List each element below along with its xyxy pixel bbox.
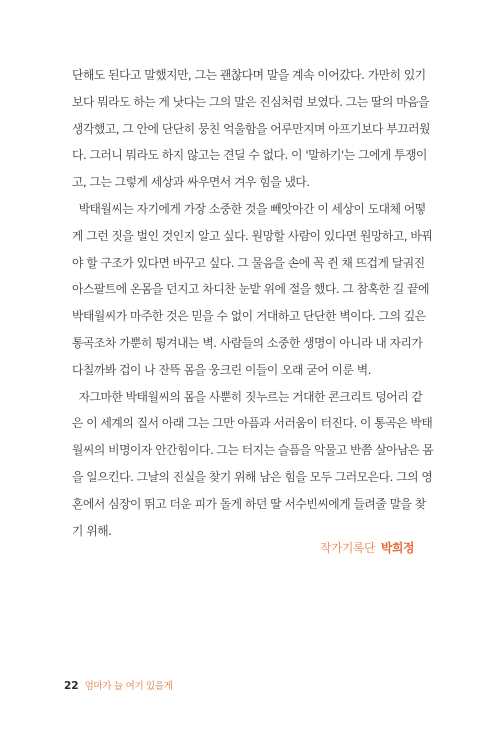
text-line: 생각했고, 그 안에 단단히 뭉친 억울함을 어루만지며 아프기보다 부끄러웠 — [72, 121, 431, 136]
text-line: 통곡조차 가뿐히 튕겨내는 벽. 사람들의 소중한 생명이 아니라 내 자리가 — [72, 335, 423, 350]
text-line: 기 위해. — [72, 523, 112, 538]
byline-author: 박희정 — [381, 541, 414, 555]
page-footer — [64, 678, 173, 695]
text-line: 단해도 된다고 말했지만, 그는 괜찮다며 말을 계속 이어갔다. 가만히 있기 — [72, 68, 426, 82]
text-line: 다칠까봐 겁이 나 잔뜩 몸을 웅크린 이들이 오래 굳어 이룬 벽. — [72, 362, 371, 377]
text-line: 박태월씨는 자기에게 가장 소중한 것을 빼앗아간 이 세상이 도대체 어떻 — [72, 201, 426, 216]
text-line: 아스팔트에 온몸을 던지고 차디찬 눈밭 위에 절을 했다. 그 참혹한 길 끝에 — [72, 282, 430, 297]
author-byline — [320, 538, 414, 558]
running-title: 엄마가 늘 여기 있을게 — [84, 681, 173, 692]
body-text — [72, 62, 432, 544]
text-line: 고, 그는 그렇게 세상과 싸우면서 겨우 힘을 냈다. — [72, 175, 310, 190]
text-line: 보다 뭐라도 하는 게 낫다는 그의 말은 진심처럼 보였다. 그는 딸의 마음을 — [72, 94, 430, 109]
text-line: 을 일으킨다. 그날의 진실을 찾기 위해 남은 힘을 모두 그러모은다. 그의 영 — [72, 469, 433, 484]
text-line: 박태월씨가 마주한 것은 믿을 수 없이 거대하고 단단한 벽이다. 그의 깊은 — [72, 309, 426, 324]
text-line: 월씨의 비명이자 안간힘이다. 그는 터지는 슬픔을 악물고 반쯤 살아남은 몸 — [72, 443, 434, 458]
text-line: 다. 그러니 뭐라도 하지 않고는 견딜 수 없다. 이 '말하기'는 그에게 투쟁이 — [72, 148, 427, 163]
byline-org: 작가기록단 — [320, 541, 375, 555]
text-line: 게 그런 짓을 벌인 것인지 알고 싶다. 원망할 사람이 있다면 원망하고, 바꿔 — [72, 228, 433, 243]
paragraph-1 — [72, 62, 432, 196]
paragraph-2 — [72, 196, 432, 384]
text-line: 혼에서 심장이 뛰고 더운 피가 돌게 하던 딸 서수빈씨에게 들려줄 말을 찾 — [72, 496, 426, 511]
text-line: 자그마한 박태월씨의 몸을 사뿐히 짓누르는 거대한 콘크리트 덩어리 같 — [72, 389, 423, 404]
text-line: 은 이 세계의 질서 아래 그는 그만 아픔과 서러움이 터진다. 이 통곡은 박태 — [72, 416, 433, 431]
paragraph-3 — [72, 384, 432, 545]
page-number: 22 — [64, 680, 79, 692]
text-line: 야 할 구조가 있다면 바꾸고 싶다. 그 물음을 손에 꼭 쥔 채 뜨겁게 달궈진 — [72, 255, 425, 270]
